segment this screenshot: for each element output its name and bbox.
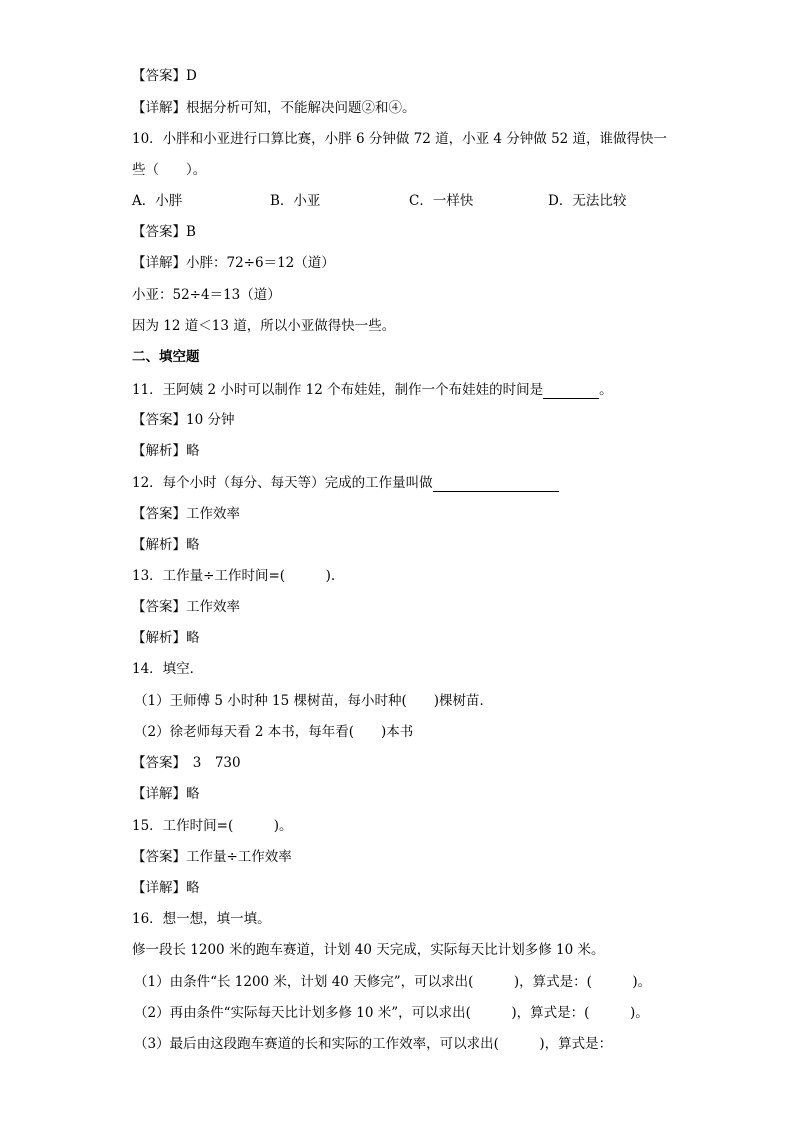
question-16-part1: （1）由条件“长 1200 米，计划 40 天修完”，可以求出( )，算式是：( )。: [134, 974, 652, 990]
question-12: 12．每个小时（每分、每天等）完成的工作量叫做: [132, 473, 559, 492]
explanation-10: 【详解】小胖：72÷6＝12（道）: [132, 255, 335, 271]
question-10: 10．小胖和小亚进行口算比赛，小胖 6 分钟做 72 道，小亚 4 分钟做 52 道，谁做得快一: [132, 131, 668, 147]
answer-blank: [543, 380, 599, 399]
choice-a: A．小胖: [132, 193, 183, 209]
question-11: 11．王阿姨 2 小时可以制作 12 个布娃娃，制作一个布娃娃的时间是 。: [132, 382, 613, 398]
analysis-11: 【解析】略: [132, 443, 200, 459]
question-16-part3: （3）最后由这段跑车赛道的长和实际的工作效率，可以求出( )，算式是：: [134, 1036, 613, 1052]
question-10-choices: [132, 192, 626, 210]
question-14-part1: （1）王师傅 5 小时种 15 棵树苗，每小时种( )棵树苗．: [134, 693, 494, 709]
question-13: 13．工作量÷工作时间=( ).: [132, 568, 336, 584]
section-heading: 二、填空题: [132, 349, 200, 365]
choice-c: C．一样快: [409, 193, 474, 209]
explanation-10-line2: 小亚：52÷4＝13（道）: [132, 287, 281, 303]
answer-9: 【答案】D: [132, 68, 197, 84]
question-10-cont: 些（ ）。: [132, 162, 207, 178]
analysis-12: 【解析】略: [132, 537, 200, 553]
question-16-part2: （2）再由条件“实际每天比计划多修 10 米”，可以求出( )，算式是：( )。: [134, 1005, 649, 1021]
explanation-10-line3: 因为 12 道＜13 道，所以小亚做得快一些。: [132, 318, 396, 334]
choice-b: B．小亚: [270, 193, 321, 209]
question-16: 16．想一想，填一填。: [132, 911, 271, 927]
answer-12: 【答案】工作效率: [132, 506, 240, 522]
question-15: 15．工作时间=( )。: [132, 818, 293, 834]
question-16-stem: 修一段长 1200 米的跑车赛道，计划 40 天完成，实际每天比计划多修 10 米。: [132, 942, 605, 958]
choice-d: D．无法比较: [548, 193, 627, 209]
answer-15: 【答案】工作量÷工作效率: [132, 849, 292, 865]
question-14-part2: （2）徐老师每天看 2 本书，每年看( )本书: [134, 724, 414, 740]
explanation-14: 【详解】略: [132, 786, 200, 802]
explanation-9: 【详解】根据分析可知，不能解决问题②和④。: [132, 100, 416, 116]
answer-13: 【答案】工作效率: [132, 599, 240, 615]
answer-14: 【答案】 3 730: [132, 755, 241, 771]
analysis-13: 【解析】略: [132, 630, 200, 646]
explanation-15: 【详解】略: [132, 880, 200, 896]
answer-11: 【答案】10 分钟: [132, 412, 235, 428]
answer-10: 【答案】B: [132, 224, 196, 240]
answer-blank: [433, 473, 559, 492]
question-14: 14．填空．: [132, 661, 204, 677]
